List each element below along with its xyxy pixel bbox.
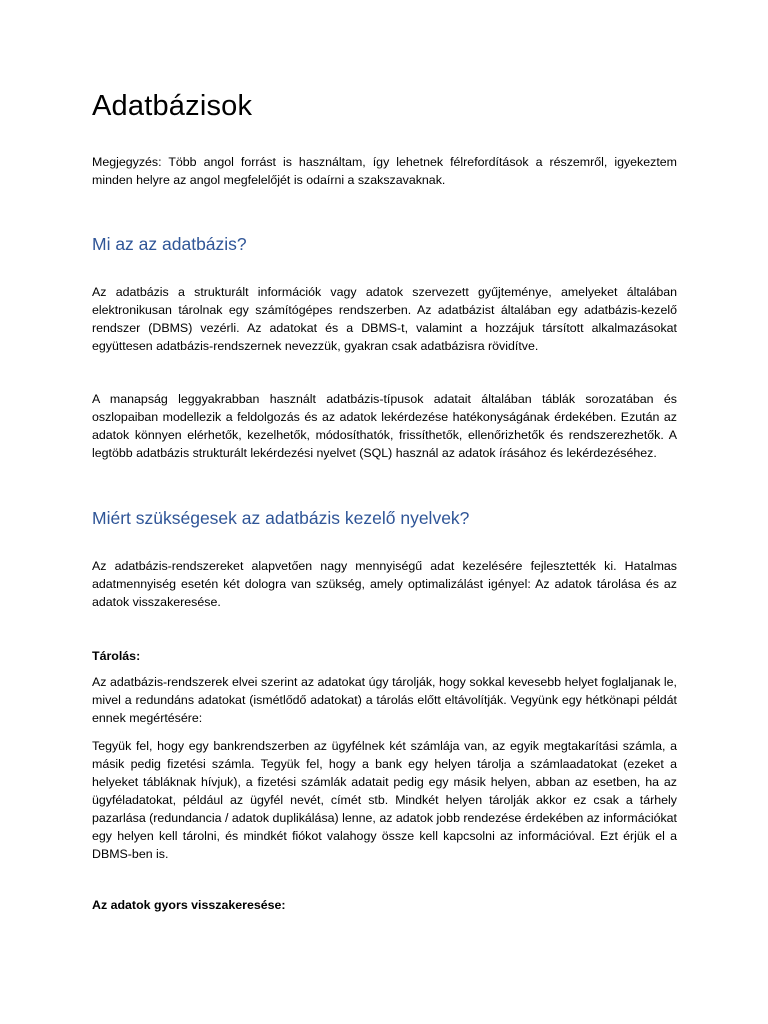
section2-paragraph-1: Az adatbázis-rendszereket alapvetően nagy mennyiségű adat kezelésére fejlesztették ki. Hatalmas adatmennyiség esetén két dologra van szükség, amely optimalizálást igényel: Az adatok tárolása és az adatok visszakeresése.: [92, 559, 677, 609]
note-paragraph: Megjegyzés: Több angol forrást is használtam, így lehetnek félrefordítások a részemről, igyekeztem minden helyre az angol megfelelőjét is odaírni a szakszavaknak.: [92, 155, 677, 187]
section1-paragraph-2: A manapság leggyakrabban használt adatbázis-típusok adatait általában táblák sorozatában és oszlopaiban modellezik a feldolgozás és az adatok lekérdezése hatékonyságának érdekében. Ezután az adatok könnyen elérhetők, kezelhetők, módosíthatók, frissíthetők, ellenőrizhetők és rendszerezhetők. A legtöbb adatbázis strukturált lekérdezési nyelvet (SQL) használ az adatok írásához és lekérdezéséhez.: [92, 392, 677, 460]
storage-heading: Tárolás:: [92, 649, 141, 663]
section-heading-what-is-database: Mi az az adatbázis?: [92, 234, 247, 254]
storage-paragraph-1: Az adatbázis-rendszerek elvei szerint az adatokat úgy tárolják, hogy sokkal kevesebb helyet foglaljanak le, mivel a redundáns adatokat (ismétlődő adatokat) a tárolás előtt eltávolítják. Vegyünk egy hétkönapi példát ennek megértésére:: [92, 675, 677, 725]
section-heading-why-languages: Miért szükségesek az adatbázis kezelő nyelvek?: [92, 508, 470, 528]
retrieval-heading: Az adatok gyors visszakeresése:: [92, 898, 286, 912]
document-title: Adatbázisok: [92, 90, 253, 122]
storage-paragraph-2: Tegyük fel, hogy egy bankrendszerben az ügyfélnek két számlája van, az egyik megtakarítási számla, a másik pedig fizetési számla. Tegyük fel, hogy a bank egy helyen tárolja a számlaadatokat (ezeket a helyeket tábláknak hívjuk), a fizetési számlák adatait pedig egy másik helyen, abban az esetben, ha az ügyféladatokat, például az ügyfél nevét, címét stb. Mindkét helyen tárolják akkor ez csak a tárhely pazarlása (redundancia / adatok duplikálása) lenne, az adatok jobb rendezése érdekében az információkat egy helyen kell tárolni, és mindkét fiókot valahogy össze kell kapcsolni az információval. Ezt érjük el a DBMS-ben is.: [92, 739, 677, 861]
section1-paragraph-1: Az adatbázis a strukturált információk vagy adatok szervezett gyűjteménye, amelyeket általában elektronikusan tárolnak egy számítógépes rendszerben. Az adatbázist általában egy adatbázis-kezelő rendszer (DBMS) vezérli. Az adatokat és a DBMS-t, valamint a hozzájuk társított alkalmazásokat együttesen adatbázis-rendszernek nevezzük, gyakran csak adatbázisra rövidítve.: [92, 285, 677, 353]
